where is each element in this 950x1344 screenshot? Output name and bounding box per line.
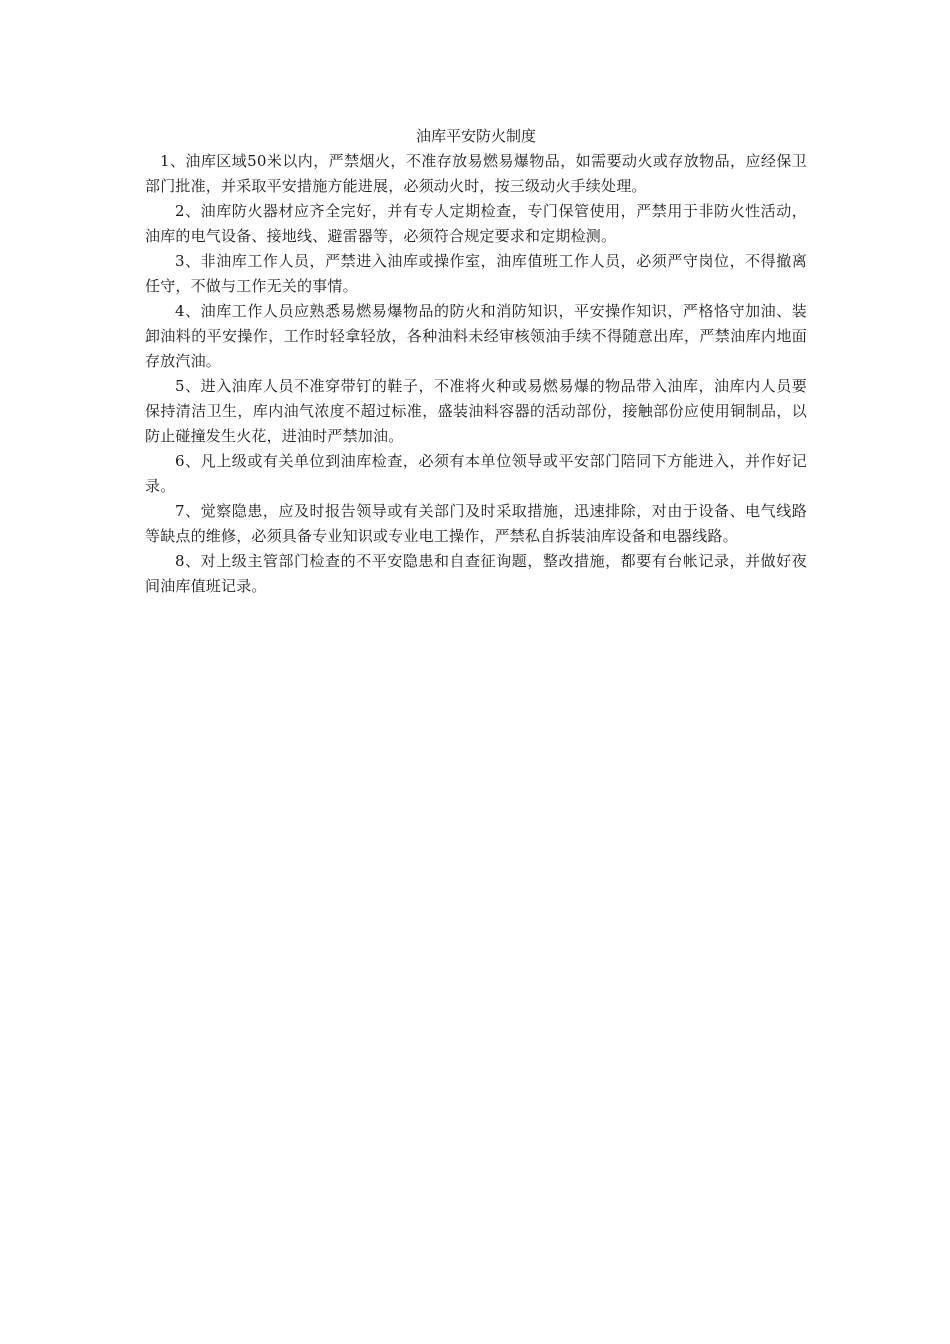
rule-paragraph-1: 1、油库区域50米以内，严禁烟火，不准存放易燃易爆物品，如需要动火或存放物品，应经保卫部门批准，并采取平安措施方能进展，必须动火时，按三级动火手续处理。 bbox=[145, 152, 807, 195]
document-page bbox=[145, 124, 807, 599]
rule-paragraph-4: 4、油库工作人员应熟悉易燃易爆物品的防火和消防知识，平安操作知识，严格恪守加油、装卸油料的平安操作，工作时轻拿轻放，各种油料未经审核领油手续不得随意出库，严禁油库内地面存放汽油。 bbox=[145, 302, 807, 370]
rule-paragraph-3: 3、非油库工作人员，严禁进入油库或操作室，油库值班工作人员，必须严守岗位，不得撤离任守，不做与工作无关的事情。 bbox=[145, 252, 807, 295]
rule-paragraph-2: 2、油库防火器材应齐全完好，并有专人定期检查，专门保管使用，严禁用于非防火性活动，油库的电气设备、接地线、避雷器等，必须符合规定要求和定期检测。 bbox=[145, 202, 807, 245]
rule-paragraph-6: 6、凡上级或有关单位到油库检查，必须有本单位领导或平安部门陪同下方能进入，并作好记录。 bbox=[145, 452, 807, 495]
document-title: 油库平安防火制度 bbox=[415, 127, 536, 145]
rule-paragraph-7: 7、觉察隐患，应及时报告领导或有关部门及时采取措施，迅速排除，对由于设备、电气线路等缺点的维修，必须具备专业知识或专业电工操作，严禁私自拆装油库设备和电器线路。 bbox=[145, 502, 807, 545]
rule-paragraph-5: 5、进入油库人员不准穿带钉的鞋子，不准将火种或易燃易爆的物品带入油库，油库内人员要保持清洁卫生，库内油气浓度不超过标准，盛装油料容器的活动部份，接触部份应使用铜制品，以防止碰撞发生火花，进油时严禁加油。 bbox=[145, 377, 807, 445]
rule-paragraph-8: 8、对上级主管部门检查的不平安隐患和自查征询题，整改措施，都要有台帐记录，并做好夜间油库值班记录。 bbox=[145, 552, 807, 595]
